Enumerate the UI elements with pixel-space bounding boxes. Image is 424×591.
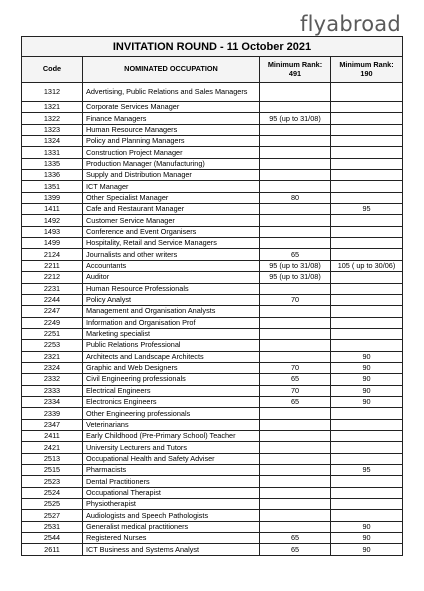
cell-rank-491	[260, 83, 331, 102]
cell-rank-491	[260, 136, 331, 147]
table-row	[22, 419, 403, 430]
cell-occupation: Other Specialist Manager	[83, 192, 260, 203]
cell-rank-491	[260, 351, 331, 362]
cell-rank-491: 95 (up to 31/08)	[260, 272, 331, 283]
cell-code: 2212	[22, 272, 83, 283]
cell-code: 1335	[22, 158, 83, 169]
cell-rank-190	[331, 181, 403, 192]
cell-rank-491	[260, 465, 331, 476]
cell-code: 1322	[22, 113, 83, 124]
table-row	[22, 294, 403, 305]
cell-rank-190: 105 ( up to 30/06)	[331, 260, 403, 271]
rank-190-value: 190	[360, 68, 373, 78]
cell-rank-491: 70	[260, 385, 331, 396]
table-row	[22, 249, 403, 260]
cell-rank-491	[260, 340, 331, 351]
cell-code: 2211	[22, 260, 83, 271]
invitation-round-table	[21, 36, 403, 556]
cell-rank-190: 90	[331, 533, 403, 544]
table-row	[22, 521, 403, 532]
table-body	[22, 83, 403, 556]
cell-code: 2321	[22, 351, 83, 362]
table-row	[22, 385, 403, 396]
cell-rank-491: 65	[260, 544, 331, 555]
table-row	[22, 260, 403, 271]
cell-code: 2231	[22, 283, 83, 294]
cell-code: 1351	[22, 181, 83, 192]
cell-code: 1312	[22, 83, 83, 102]
table-row	[22, 499, 403, 510]
cell-rank-491	[260, 158, 331, 169]
table-row	[22, 102, 403, 113]
cell-rank-190	[331, 476, 403, 487]
cell-occupation: Information and Organisation Prof	[83, 317, 260, 328]
cell-code: 2421	[22, 442, 83, 453]
cell-occupation: Occupational Health and Safety Adviser	[83, 453, 260, 464]
cell-rank-491	[260, 499, 331, 510]
table-row	[22, 215, 403, 226]
cell-rank-190	[331, 306, 403, 317]
table-row	[22, 136, 403, 147]
cell-occupation: Construction Project Manager	[83, 147, 260, 158]
cell-code: 2124	[22, 249, 83, 260]
cell-rank-190: 95	[331, 204, 403, 215]
cell-occupation: Graphic and Web Designers	[83, 362, 260, 373]
cell-rank-491: 70	[260, 362, 331, 373]
cell-rank-190	[331, 453, 403, 464]
cell-rank-190: 90	[331, 385, 403, 396]
table-row	[22, 181, 403, 192]
cell-occupation: University Lecturers and Tutors	[83, 442, 260, 453]
cell-rank-190	[331, 226, 403, 237]
invitation-round-table-container	[21, 36, 402, 556]
cell-rank-190	[331, 419, 403, 430]
cell-rank-491: 65	[260, 396, 331, 407]
cell-rank-491: 95 (up to 31/08)	[260, 113, 331, 124]
cell-code: 2531	[22, 521, 83, 532]
cell-occupation: Dental Practitioners	[83, 476, 260, 487]
cell-code: 2324	[22, 362, 83, 373]
table-row	[22, 192, 403, 203]
cell-code: 2347	[22, 419, 83, 430]
table-row	[22, 351, 403, 362]
table-row	[22, 340, 403, 351]
cell-code: 2523	[22, 476, 83, 487]
cell-occupation: Policy and Planning Managers	[83, 136, 260, 147]
column-header-rank-190	[331, 57, 403, 83]
cell-code: 2525	[22, 499, 83, 510]
cell-occupation: Management and Organisation Analysts	[83, 306, 260, 317]
cell-code: 2334	[22, 396, 83, 407]
table-row	[22, 510, 403, 521]
cell-code: 2251	[22, 328, 83, 339]
table-row	[22, 83, 403, 102]
cell-occupation: Registered Nurses	[83, 533, 260, 544]
cell-code: 2249	[22, 317, 83, 328]
cell-code: 2513	[22, 453, 83, 464]
brand-logo-text: flyabroad	[300, 12, 401, 36]
cell-occupation: Electrical Engineers	[83, 385, 260, 396]
cell-occupation: Audiologists and Speech Pathologists	[83, 510, 260, 521]
cell-rank-190	[331, 430, 403, 441]
cell-rank-491	[260, 328, 331, 339]
cell-rank-190: 90	[331, 396, 403, 407]
cell-code: 1493	[22, 226, 83, 237]
cell-rank-491	[260, 317, 331, 328]
cell-rank-190	[331, 113, 403, 124]
cell-occupation: Architects and Landscape Architects	[83, 351, 260, 362]
cell-code: 2524	[22, 487, 83, 498]
cell-occupation: Production Manager (Manufacturing)	[83, 158, 260, 169]
cell-code: 1323	[22, 124, 83, 135]
cell-rank-491	[260, 419, 331, 430]
cell-code: 2411	[22, 430, 83, 441]
cell-code: 2611	[22, 544, 83, 555]
cell-rank-491	[260, 238, 331, 249]
cell-code: 1324	[22, 136, 83, 147]
cell-code: 2527	[22, 510, 83, 521]
table-row	[22, 362, 403, 373]
table-row	[22, 544, 403, 555]
cell-rank-491	[260, 215, 331, 226]
cell-occupation: Other Engineering professionals	[83, 408, 260, 419]
cell-rank-491	[260, 226, 331, 237]
cell-rank-491	[260, 430, 331, 441]
cell-rank-190	[331, 487, 403, 498]
cell-rank-491	[260, 510, 331, 521]
cell-rank-190	[331, 136, 403, 147]
cell-rank-190	[331, 442, 403, 453]
cell-rank-491: 65	[260, 374, 331, 385]
cell-occupation: Journalists and other writers	[83, 249, 260, 260]
cell-rank-491	[260, 204, 331, 215]
cell-occupation: Cafe and Restaurant Manager	[83, 204, 260, 215]
cell-rank-491: 65	[260, 249, 331, 260]
cell-occupation: Policy Analyst	[83, 294, 260, 305]
cell-occupation: Civil Engineering professionals	[83, 374, 260, 385]
cell-code: 1336	[22, 170, 83, 181]
table-row	[22, 238, 403, 249]
cell-rank-491: 80	[260, 192, 331, 203]
cell-occupation: Generalist medical practitioners	[83, 521, 260, 532]
cell-code: 2332	[22, 374, 83, 385]
cell-code: 2247	[22, 306, 83, 317]
cell-rank-190: 95	[331, 465, 403, 476]
cell-occupation: Human Resource Managers	[83, 124, 260, 135]
column-header-code: Code	[22, 57, 83, 83]
cell-code: 1331	[22, 147, 83, 158]
cell-rank-491	[260, 408, 331, 419]
cell-rank-190	[331, 192, 403, 203]
cell-code: 2544	[22, 533, 83, 544]
table-title: INVITATION ROUND - 11 October 2021	[22, 37, 403, 57]
table-row	[22, 272, 403, 283]
table-row	[22, 487, 403, 498]
table-row	[22, 306, 403, 317]
cell-occupation: Supply and Distribution Manager	[83, 170, 260, 181]
cell-code: 2333	[22, 385, 83, 396]
cell-rank-190: 90	[331, 351, 403, 362]
table-row	[22, 283, 403, 294]
cell-rank-491	[260, 181, 331, 192]
cell-rank-491	[260, 170, 331, 181]
rank-491-value: 491	[288, 68, 302, 78]
cell-occupation: Public Relations Professional	[83, 340, 260, 351]
cell-rank-190	[331, 294, 403, 305]
cell-code: 1492	[22, 215, 83, 226]
rank-190-label: Minimum Rank:	[339, 60, 394, 70]
cell-occupation: Accountants	[83, 260, 260, 271]
cell-rank-491	[260, 306, 331, 317]
cell-occupation: Occupational Therapist	[83, 487, 260, 498]
cell-code: 2339	[22, 408, 83, 419]
cell-rank-491	[260, 476, 331, 487]
cell-rank-190: 90	[331, 362, 403, 373]
cell-rank-190	[331, 170, 403, 181]
cell-occupation: Human Resource Professionals	[83, 283, 260, 294]
cell-rank-190	[331, 283, 403, 294]
cell-rank-491	[260, 102, 331, 113]
table-row	[22, 408, 403, 419]
column-header-rank-491	[260, 57, 331, 83]
cell-rank-190	[331, 272, 403, 283]
cell-rank-190	[331, 102, 403, 113]
table-row	[22, 374, 403, 385]
table-row	[22, 317, 403, 328]
table-row	[22, 328, 403, 339]
cell-code: 2244	[22, 294, 83, 305]
cell-occupation: Corporate Services Manager	[83, 102, 260, 113]
cell-rank-190	[331, 408, 403, 419]
cell-occupation: Hospitality, Retail and Service Managers	[83, 238, 260, 249]
table-row	[22, 226, 403, 237]
table-row	[22, 453, 403, 464]
cell-rank-190	[331, 510, 403, 521]
cell-rank-491	[260, 521, 331, 532]
cell-rank-491	[260, 453, 331, 464]
cell-code: 1399	[22, 192, 83, 203]
cell-occupation: Finance Managers	[83, 113, 260, 124]
cell-rank-190	[331, 147, 403, 158]
rank-491-label: Minimum Rank:	[267, 60, 323, 70]
cell-occupation: Advertising, Public Relations and Sales Managers	[83, 83, 260, 102]
cell-rank-190: 90	[331, 374, 403, 385]
cell-rank-190	[331, 158, 403, 169]
cell-occupation: Electronics Engineers	[83, 396, 260, 407]
cell-rank-190	[331, 124, 403, 135]
column-header-occupation: NOMINATED OCCUPATION	[83, 57, 260, 83]
table-row	[22, 430, 403, 441]
table-row	[22, 147, 403, 158]
cell-code: 2253	[22, 340, 83, 351]
table-row	[22, 204, 403, 215]
cell-occupation: Veterinarians	[83, 419, 260, 430]
table-row	[22, 113, 403, 124]
table-row	[22, 442, 403, 453]
cell-rank-190	[331, 215, 403, 226]
cell-rank-190	[331, 499, 403, 510]
cell-rank-190: 90	[331, 544, 403, 555]
cell-rank-190	[331, 238, 403, 249]
cell-occupation: Conference and Event Organisers	[83, 226, 260, 237]
table-row	[22, 396, 403, 407]
cell-occupation: Early Childhood (Pre-Primary School) Teacher	[83, 430, 260, 441]
cell-rank-190	[331, 340, 403, 351]
table-row	[22, 170, 403, 181]
table-row	[22, 476, 403, 487]
cell-rank-491: 95 (up to 31/08)	[260, 260, 331, 271]
cell-occupation: Auditor	[83, 272, 260, 283]
cell-rank-190	[331, 328, 403, 339]
cell-rank-491	[260, 124, 331, 135]
cell-rank-491	[260, 442, 331, 453]
cell-code: 1411	[22, 204, 83, 215]
cell-occupation: Pharmacists	[83, 465, 260, 476]
cell-code: 1321	[22, 102, 83, 113]
cell-occupation: ICT Business and Systems Analyst	[83, 544, 260, 555]
cell-occupation: Physiotherapist	[83, 499, 260, 510]
cell-rank-491	[260, 147, 331, 158]
cell-occupation: ICT Manager	[83, 181, 260, 192]
cell-rank-190	[331, 249, 403, 260]
cell-rank-491: 65	[260, 533, 331, 544]
table-row	[22, 465, 403, 476]
cell-rank-190	[331, 317, 403, 328]
cell-occupation: Customer Service Manager	[83, 215, 260, 226]
cell-rank-190: 90	[331, 521, 403, 532]
table-row	[22, 158, 403, 169]
cell-code: 2515	[22, 465, 83, 476]
cell-rank-491	[260, 487, 331, 498]
cell-code: 1499	[22, 238, 83, 249]
cell-rank-491: 70	[260, 294, 331, 305]
cell-rank-491	[260, 283, 331, 294]
table-row	[22, 124, 403, 135]
table-row	[22, 533, 403, 544]
cell-occupation: Marketing specialist	[83, 328, 260, 339]
cell-rank-190	[331, 83, 403, 102]
